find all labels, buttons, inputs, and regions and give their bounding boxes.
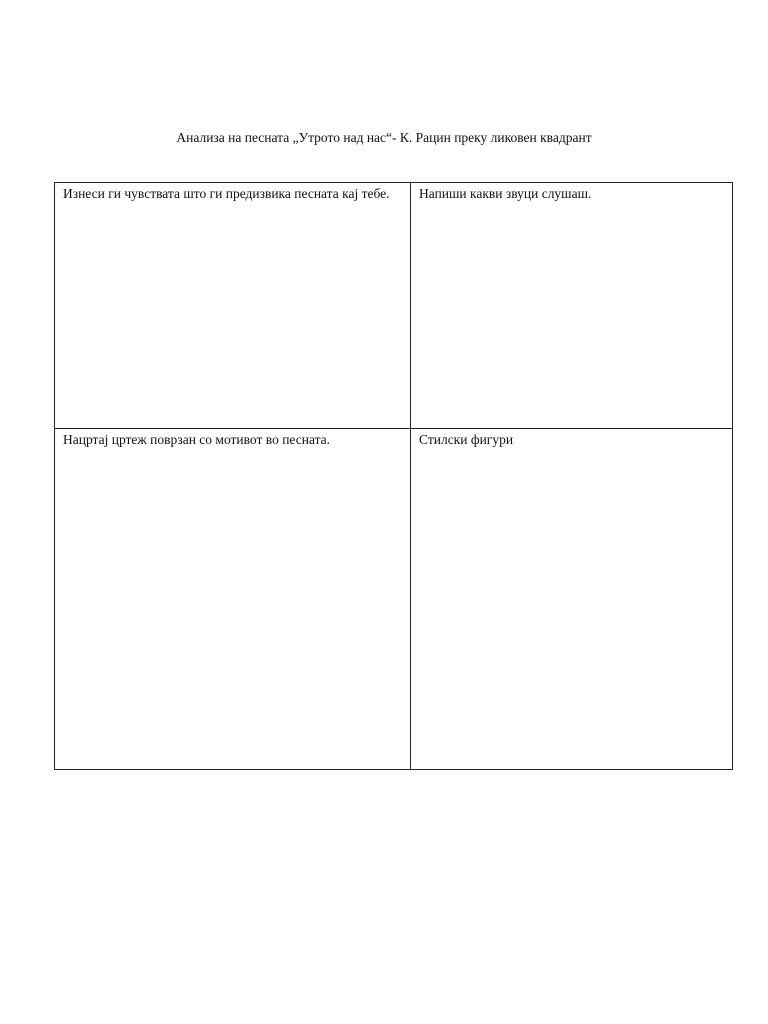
quadrant-table bbox=[54, 182, 733, 770]
quadrant-drawing[interactable] bbox=[55, 429, 411, 770]
quadrant-sounds-prompt: Напиши какви звуци слушаш. bbox=[419, 186, 592, 201]
quadrant-sounds[interactable] bbox=[411, 183, 733, 429]
quadrant-row-top bbox=[55, 183, 733, 429]
quadrant-row-bottom bbox=[55, 429, 733, 770]
quadrant-stylistic-figures-prompt: Стилски фигури bbox=[419, 432, 514, 447]
quadrant-feelings-prompt: Изнеси ги чувствата што ги предизвика песната кај тебе. bbox=[63, 186, 390, 201]
quadrant-stylistic-figures[interactable] bbox=[411, 429, 733, 770]
quadrant-feelings[interactable] bbox=[55, 183, 411, 429]
quadrant-drawing-prompt: Нацртај цртеж поврзан со мотивот во песната. bbox=[63, 432, 331, 447]
document-title: Анализа на песната „Утрото над нас“- К. Рацин преку ликовен квадрант bbox=[176, 130, 592, 145]
